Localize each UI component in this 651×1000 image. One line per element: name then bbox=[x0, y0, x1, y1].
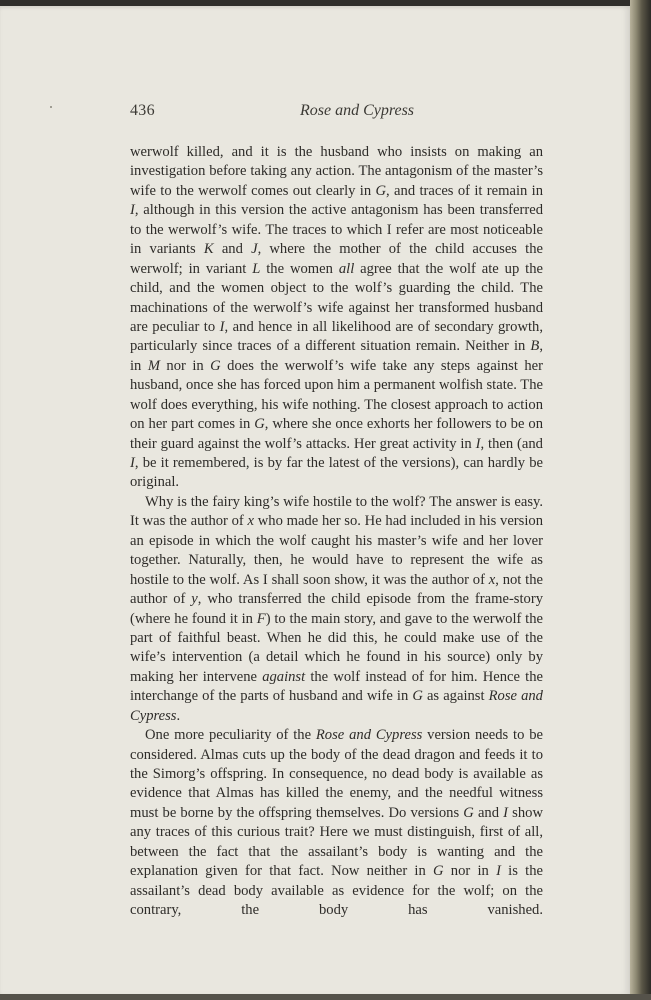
text-run: is the assailant’s dead body available as evidence for the wolf; on the contrary, the body has vanished. bbox=[130, 863, 543, 919]
scan-bottom-edge bbox=[0, 994, 651, 1000]
italic-text: J bbox=[251, 241, 258, 258]
text-run: , and hence in all likelihood are of secondary growth, particularly since traces of a different situation remain. Neither in bbox=[130, 318, 543, 355]
italic-text: I bbox=[130, 202, 135, 219]
italic-text: G bbox=[412, 688, 423, 705]
italic-text: Rose and Cypress bbox=[315, 727, 423, 744]
text-run: who made her so. He had included in his version an episode in which the wolf caught his master’s wife and her lover together. Naturally, then, he would have to represent the wife as hostile to the wolf. As I shall soon show, it was the author of bbox=[130, 513, 543, 588]
paper-speck bbox=[50, 106, 52, 108]
italic-text: K bbox=[203, 241, 214, 258]
italic-text: I bbox=[496, 863, 501, 880]
italic-text: M bbox=[147, 357, 160, 374]
text-run: and bbox=[213, 241, 252, 258]
text-run: does the werwolf’s wife take any steps against her husband, once she has forced upon him a permanent wolfish state. The wolf does everything, his wife nothing. The closest approach to action on her part comes in bbox=[130, 357, 543, 433]
text-run: as against bbox=[422, 688, 489, 705]
italic-text: I bbox=[503, 804, 509, 821]
italic-text: G bbox=[463, 804, 474, 821]
text-run: version needs to be considered. Almas cuts up the body of the dead dragon and feeds it to the Simorg’s offspring. In consequence, no dead body is available as evidence that Almas has killed the enemy, and the needful witness must be borne by the offspring themselves. Do versions bbox=[130, 727, 543, 821]
text-run: , then (and bbox=[480, 435, 543, 452]
text-run: and bbox=[473, 804, 504, 821]
italic-text: against bbox=[262, 668, 306, 685]
italic-text: I bbox=[130, 455, 135, 471]
text-run: agree that the wolf ate up the child, and the women object to the wolf’s guarding the child. The machinations of the werwolf’s wife against her transformed husband are peculiar to bbox=[130, 260, 543, 335]
text-run: , not the author of bbox=[130, 571, 543, 608]
text-run: , where she once exhorts her followers to be on their guard against the wolf’s attacks. Her great activity in bbox=[130, 416, 543, 452]
italic-text: I bbox=[475, 435, 481, 452]
italic-text: B bbox=[530, 338, 540, 355]
italic-text: G bbox=[433, 863, 444, 880]
page-binding-edge bbox=[630, 0, 651, 1000]
text-run: the wolf instead of for him. Hence the interchange of the parts of husband and wife in bbox=[130, 668, 543, 705]
text-run: nor in bbox=[159, 357, 211, 374]
text-run: Why is the fairy king’s wife hostile to the wolf? The answer is easy. It was the author of bbox=[130, 493, 543, 530]
page-header bbox=[130, 102, 544, 124]
italic-text: I bbox=[219, 318, 225, 335]
text-run: , who transferred the child episode from the frame-story (where he found it in bbox=[130, 591, 543, 627]
paragraph bbox=[130, 726, 543, 920]
text-run: werwolf killed, and it is the husband who insists on making an investigation before taking any action. The antagonism of the master’s wife to the werwolf comes out clearly in bbox=[130, 144, 543, 199]
italic-text: G bbox=[210, 357, 221, 374]
text-run: One more peculiarity of the bbox=[145, 727, 316, 744]
italic-text: G bbox=[375, 182, 387, 199]
italic-text: x bbox=[247, 513, 255, 530]
running-head: Rose and Cypress bbox=[299, 102, 415, 119]
text-run: , and traces of it remain in bbox=[386, 182, 544, 199]
text-run: the women bbox=[260, 260, 339, 277]
italic-text: all bbox=[338, 260, 355, 277]
italic-text: F bbox=[256, 610, 266, 627]
paragraph bbox=[130, 493, 543, 726]
text-run: , in bbox=[130, 338, 543, 374]
italic-text: G bbox=[254, 416, 265, 433]
text-run: show any traces of this curious trait? Here we must distinguish, first of all, between the fact that the assailant’s body is wanting and the explanation given for that fact. Now neither in bbox=[130, 804, 543, 880]
text-run: . bbox=[176, 707, 181, 724]
text-run: , where the mother of the child accuses the werwolf; in variant bbox=[130, 241, 543, 277]
text-run: , be it remembered, is by far the latest of the versions), can hardly be original. bbox=[130, 455, 543, 491]
text-run: nor in bbox=[443, 863, 497, 880]
italic-text: x bbox=[488, 571, 496, 588]
italic-text: y bbox=[191, 591, 198, 608]
page-number: 436 bbox=[130, 102, 155, 119]
italic-text: Rose and Cypress bbox=[130, 688, 543, 724]
text-run: ) to the main story, and gave to the werwolf the part of faithful beast. When he did this, he could make use of the wife’s intervention (a detail which he found in his source) only by making her intervene bbox=[130, 610, 543, 685]
paragraph bbox=[130, 143, 543, 493]
text-run: , although in this version the active antagonism has been transferred to the werwolf’s wife. The traces to which I refer are most noticeable in variants bbox=[130, 202, 543, 258]
italic-text: L bbox=[252, 260, 261, 277]
body-text bbox=[130, 143, 543, 921]
